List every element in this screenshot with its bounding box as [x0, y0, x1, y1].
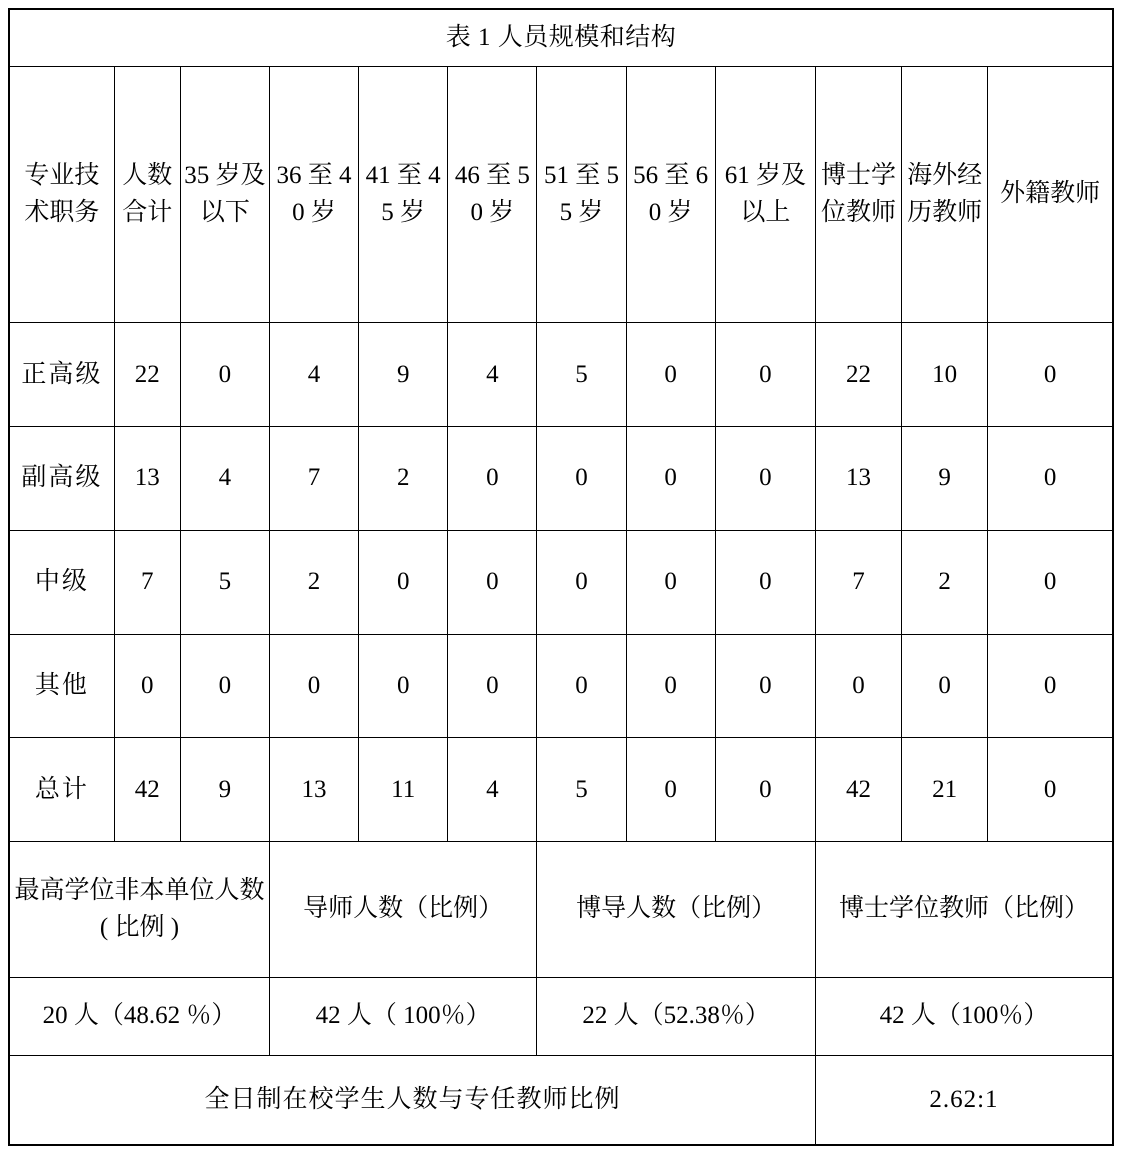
cell-value: 0 — [715, 323, 815, 427]
ratio-label: 全日制在校学生人数与专任教师比例 — [9, 1056, 815, 1145]
cell-value: 7 — [815, 530, 901, 634]
header-cell-phd-teachers: 博士学位教师 — [815, 66, 901, 323]
cell-value: 9 — [359, 323, 448, 427]
table-row — [9, 323, 1113, 427]
row-label-intermediate: 中级 — [9, 530, 114, 634]
cell-value: 0 — [537, 634, 626, 738]
row-label-other: 其他 — [9, 634, 114, 738]
header-cell-age-61-above: 61 岁及以上 — [715, 66, 815, 323]
ratio-value: 2.62:1 — [815, 1056, 1113, 1145]
cell-value: 0 — [626, 323, 715, 427]
cell-value: 0 — [715, 530, 815, 634]
header-cell-foreign-teachers: 外籍教师 — [988, 66, 1113, 323]
cell-value: 10 — [902, 323, 988, 427]
cell-value: 2 — [269, 530, 358, 634]
cell-value: 0 — [448, 530, 537, 634]
cell-value: 0 — [359, 634, 448, 738]
cell-value: 0 — [626, 738, 715, 842]
page-title: 表 1 人员规模和结构 — [9, 9, 1113, 66]
cell-value: 4 — [448, 323, 537, 427]
header-cell-age-56-60: 56 至 60 岁 — [626, 66, 715, 323]
cell-value: 4 — [180, 427, 269, 531]
cell-value: 5 — [180, 530, 269, 634]
table-title-row — [9, 9, 1113, 66]
table-row — [9, 634, 1113, 738]
summary-value-phd-supervisors: 22 人（52.38％） — [537, 978, 815, 1056]
cell-value: 21 — [902, 738, 988, 842]
cell-value: 0 — [715, 427, 815, 531]
summary-value-supervisors: 42 人（ 100％） — [269, 978, 536, 1056]
cell-value: 0 — [902, 634, 988, 738]
summary-header-row — [9, 842, 1113, 978]
summary-value-row — [9, 978, 1113, 1056]
cell-value: 0 — [114, 634, 180, 738]
header-cell-age-36-40: 36 至 40 岁 — [269, 66, 358, 323]
header-cell-job-title: 专业技术职务 — [9, 66, 114, 323]
cell-value: 0 — [448, 634, 537, 738]
summary-header-phd-degree-teachers: 博士学位教师（比例） — [815, 842, 1113, 978]
cell-value: 5 — [537, 323, 626, 427]
table-header-row — [9, 66, 1113, 323]
cell-value: 2 — [902, 530, 988, 634]
row-label-total: 总计 — [9, 738, 114, 842]
cell-value: 13 — [815, 427, 901, 531]
cell-value: 5 — [537, 738, 626, 842]
cell-value: 0 — [537, 427, 626, 531]
cell-value: 0 — [626, 634, 715, 738]
summary-header-non-local-degree: 最高学位非本单位人数( 比例 ) — [9, 842, 269, 978]
cell-value: 0 — [815, 634, 901, 738]
cell-value: 22 — [114, 323, 180, 427]
header-cell-age-46-50: 46 至 50 岁 — [448, 66, 537, 323]
header-cell-overseas-teachers: 海外经历教师 — [902, 66, 988, 323]
header-cell-total-count: 人数合计 — [114, 66, 180, 323]
cell-value: 4 — [269, 323, 358, 427]
cell-value: 22 — [815, 323, 901, 427]
cell-value: 7 — [269, 427, 358, 531]
header-cell-age-35-under: 35 岁及以下 — [180, 66, 269, 323]
cell-value: 0 — [269, 634, 358, 738]
cell-value: 0 — [626, 427, 715, 531]
cell-value: 13 — [269, 738, 358, 842]
header-cell-age-41-45: 41 至 45 岁 — [359, 66, 448, 323]
cell-value: 0 — [715, 634, 815, 738]
cell-value: 42 — [815, 738, 901, 842]
summary-header-phd-supervisors: 博导人数（比例） — [537, 842, 815, 978]
cell-value: 0 — [537, 530, 626, 634]
cell-value: 11 — [359, 738, 448, 842]
cell-value: 0 — [715, 738, 815, 842]
cell-value: 9 — [902, 427, 988, 531]
cell-value: 0 — [180, 323, 269, 427]
cell-value: 0 — [359, 530, 448, 634]
summary-value-phd-degree-teachers: 42 人（100％） — [815, 978, 1113, 1056]
row-label-associate-senior: 副高级 — [9, 427, 114, 531]
row-label-senior-professor: 正高级 — [9, 323, 114, 427]
cell-value: 42 — [114, 738, 180, 842]
cell-value: 0 — [448, 427, 537, 531]
cell-value: 0 — [988, 530, 1113, 634]
cell-value: 4 — [448, 738, 537, 842]
table-row — [9, 738, 1113, 842]
summary-header-supervisors: 导师人数（比例） — [269, 842, 536, 978]
table-row — [9, 530, 1113, 634]
cell-value: 0 — [626, 530, 715, 634]
cell-value: 0 — [988, 738, 1113, 842]
personnel-scale-structure-table — [8, 8, 1114, 1146]
cell-value: 13 — [114, 427, 180, 531]
cell-value: 9 — [180, 738, 269, 842]
cell-value: 0 — [180, 634, 269, 738]
cell-value: 2 — [359, 427, 448, 531]
table-row — [9, 427, 1113, 531]
cell-value: 0 — [988, 634, 1113, 738]
cell-value: 0 — [988, 427, 1113, 531]
ratio-row — [9, 1056, 1113, 1145]
cell-value: 7 — [114, 530, 180, 634]
summary-value-non-local-degree: 20 人（48.62 ％） — [9, 978, 269, 1056]
cell-value: 0 — [988, 323, 1113, 427]
header-cell-age-51-55: 51 至 55 岁 — [537, 66, 626, 323]
